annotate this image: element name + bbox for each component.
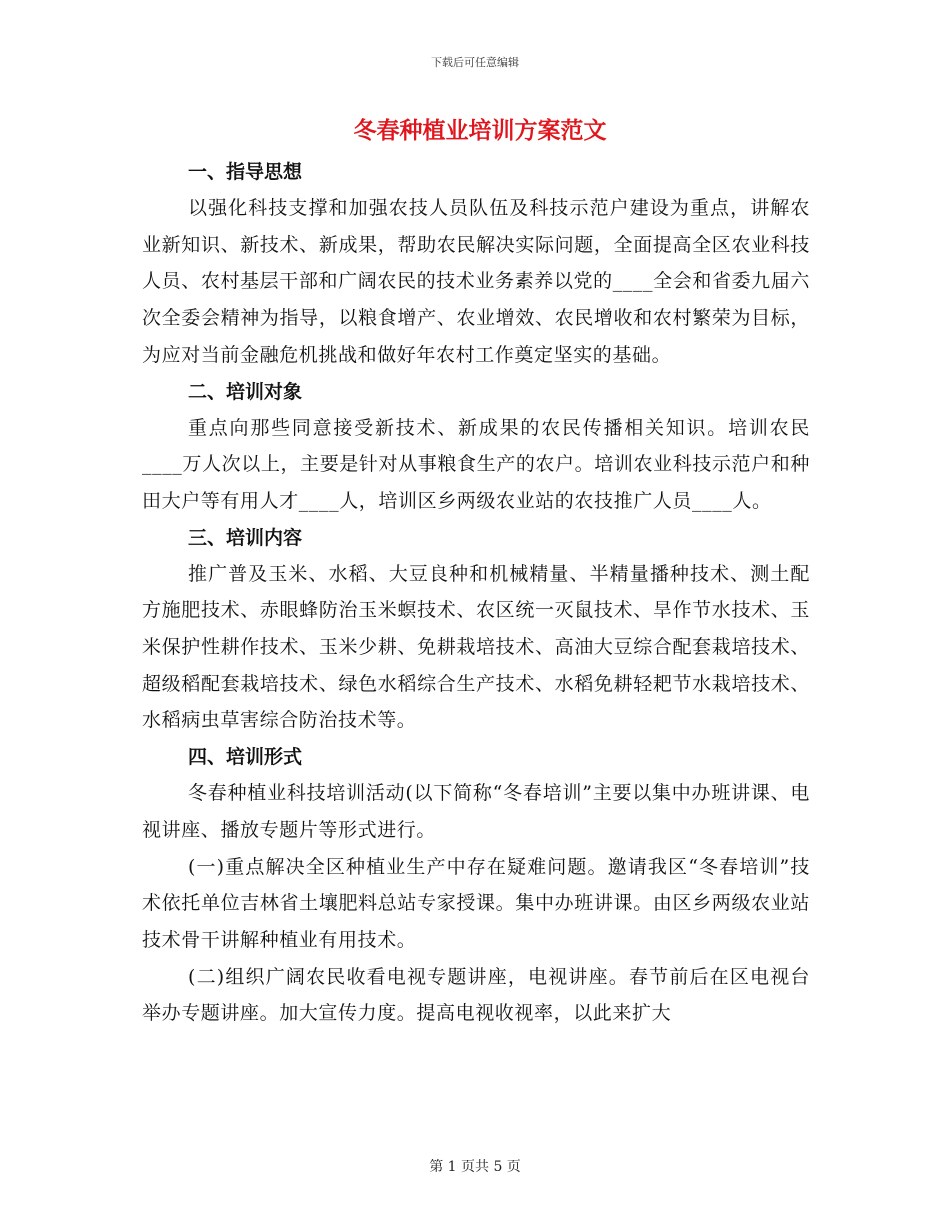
document-title: 冬春种植业培训方案范文 — [353, 117, 607, 144]
paragraph: (一)重点解决全区种植业生产中存在疑难问题。邀请我区“冬春培训”技术依托单位吉林省土壤肥料总站专家授课。集中办班讲课。由区乡两级农业站技术骨干讲解种植业有用技术。 — [142, 855, 810, 951]
page-footer: 第 1 页共 5 页 — [429, 1159, 521, 1175]
section-heading-training-targets: 二、培训对象 — [188, 380, 303, 403]
paragraph: (二)组织广阔农民收看电视专题讲座，电视讲座。春节前后在区电视台举办专题讲座。加大宣传力度。提高电视收视率，以此来扩大 — [142, 965, 810, 1025]
page-header: 下载后可任意编辑 — [431, 56, 519, 69]
section-heading-training-format: 四、培训形式 — [188, 746, 303, 769]
paragraph: 推广普及玉米、水稻、大豆良种和机械精量、半精量播种技术、测土配方施肥技术、赤眼蜂防治玉米螟技术、农区统一灭鼠技术、旱作节水技术、玉米保护性耕作技术、玉米少耕、免耕栽培技术、高油大豆综合配套栽培技术、超级稻配套栽培技术、绿色水稻综合生产技术、水稻免耕轻耙节水栽培技术、水稻病虫草害综合防治技术等。 — [142, 562, 810, 732]
paragraph: 以强化科技支撑和加强农技人员队伍及科技示范户建设为重点，讲解农业新知识、新技术、新成果，帮助农民解决实际问题，全面提高全区农业科技人员、农村基层干部和广阔农民的技术业务素养以党的____全会和省委九届六次全委会精神为指导，以粮食增产、农业增效、农民增收和农村繁荣为目标，为应对当前金融危机挑战和做好年农村工作奠定坚实的基础。 — [142, 197, 810, 366]
section-heading-training-content: 三、培训内容 — [188, 526, 303, 549]
paragraph: 重点向那些同意接受新技术、新成果的农民传播相关知识。培训农民____万人次以上，主要是针对从事粮食生产的农户。培训农业科技示范户和种田大户等有用人才____人，培训区乡两级农业站的农技推广人员____人。 — [142, 416, 810, 512]
document-body — [142, 118, 810, 1032]
section-heading-guiding-ideology: 一、指导思想 — [188, 161, 303, 183]
paragraph: 冬春种植业科技培训活动(以下简称“冬春培训”主要以集中办班讲课、电视讲座、播放专题片等形式进行。 — [142, 782, 810, 841]
